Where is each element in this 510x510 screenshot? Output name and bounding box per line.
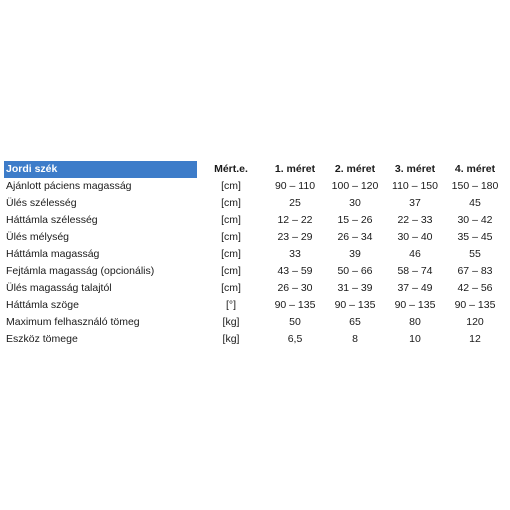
size-4-value: 35 – 45 (457, 231, 493, 243)
size-2-value: 26 – 34 (337, 231, 373, 243)
size-1-value: 6,5 (287, 333, 303, 345)
size-3-value: 22 – 33 (397, 214, 433, 226)
row-label: Háttámla magasság (6, 248, 100, 260)
size-3-value: 80 (409, 316, 421, 328)
size-2-value: 31 – 39 (337, 282, 373, 294)
table-title: Jordi szék (4, 161, 197, 178)
row-unit: [cm] (221, 231, 241, 243)
size-3-value: 58 – 74 (397, 265, 433, 277)
size-2-value: 39 (349, 248, 361, 260)
size-2-value: 30 (349, 197, 361, 209)
size-1-value: 25 (289, 197, 301, 209)
size-4-value: 12 (469, 333, 481, 345)
table-row (4, 297, 505, 314)
row-unit: [kg] (222, 333, 240, 345)
size-2-value: 15 – 26 (337, 214, 373, 226)
row-label: Maximum felhasználó tömeg (6, 316, 140, 328)
size-header-4: 4. méret (454, 163, 496, 175)
unit-header: Mért.e. (214, 163, 248, 175)
size-3-value: 10 (409, 333, 421, 345)
size-header-2: 2. méret (334, 163, 376, 175)
size-2-value: 65 (349, 316, 361, 328)
row-label: Ülés magasság talajtól (6, 282, 112, 294)
size-3-value: 110 – 150 (392, 180, 438, 192)
table-row (4, 246, 505, 263)
size-4-value: 45 (469, 197, 481, 209)
table-row (4, 178, 505, 195)
table-body (4, 178, 505, 348)
row-unit: [kg] (222, 316, 240, 328)
table-row (4, 314, 505, 331)
row-label: Háttámla szöge (6, 299, 79, 311)
row-unit: [cm] (221, 180, 241, 192)
size-3-value: 30 – 40 (397, 231, 433, 243)
row-unit: [cm] (221, 248, 241, 260)
size-1-value: 12 – 22 (277, 214, 313, 226)
header-row (4, 161, 505, 178)
chair-spec-table (4, 161, 505, 348)
row-label: Ajánlott páciens magasság (6, 180, 132, 192)
size-3-value: 37 – 49 (397, 282, 433, 294)
size-3-value: 90 – 135 (394, 299, 436, 311)
table-row (4, 212, 505, 229)
size-4-value: 90 – 135 (454, 299, 496, 311)
table-row (4, 280, 505, 297)
size-4-value: 55 (469, 248, 481, 260)
size-1-value: 90 – 135 (274, 299, 316, 311)
size-2-value: 90 – 135 (334, 299, 376, 311)
size-1-value: 90 – 110 (274, 180, 316, 192)
row-unit: [cm] (221, 197, 241, 209)
size-3-value: 37 (409, 197, 421, 209)
size-4-value: 120 (466, 316, 484, 328)
size-4-value: 42 – 56 (457, 282, 493, 294)
size-1-value: 43 – 59 (277, 265, 313, 277)
size-1-value: 23 – 29 (277, 231, 313, 243)
size-2-value: 8 (352, 333, 358, 345)
row-label: Ülés mélység (6, 231, 70, 243)
size-1-value: 50 (289, 316, 301, 328)
table-row (4, 195, 505, 212)
size-1-value: 33 (289, 248, 301, 260)
row-unit: [cm] (221, 214, 241, 226)
size-4-value: 30 – 42 (457, 214, 493, 226)
size-2-value: 100 – 120 (331, 180, 379, 192)
row-unit: [cm] (221, 282, 241, 294)
table-row (4, 229, 505, 246)
row-label: Háttámla szélesség (6, 214, 98, 226)
row-label: Fejtámla magasság (opcionális) (6, 265, 155, 277)
table-row (4, 331, 505, 348)
row-label: Eszköz tömege (6, 333, 78, 345)
row-unit: [°] (225, 299, 237, 311)
size-4-value: 67 – 83 (457, 265, 493, 277)
size-3-value: 46 (409, 248, 421, 260)
size-header-3: 3. méret (394, 163, 436, 175)
size-4-value: 150 – 180 (451, 180, 499, 192)
size-2-value: 50 – 66 (337, 265, 373, 277)
size-header-1: 1. méret (274, 163, 316, 175)
row-label: Ülés szélesség (6, 197, 77, 209)
row-unit: [cm] (221, 265, 241, 277)
size-1-value: 26 – 30 (277, 282, 313, 294)
table-row (4, 263, 505, 280)
